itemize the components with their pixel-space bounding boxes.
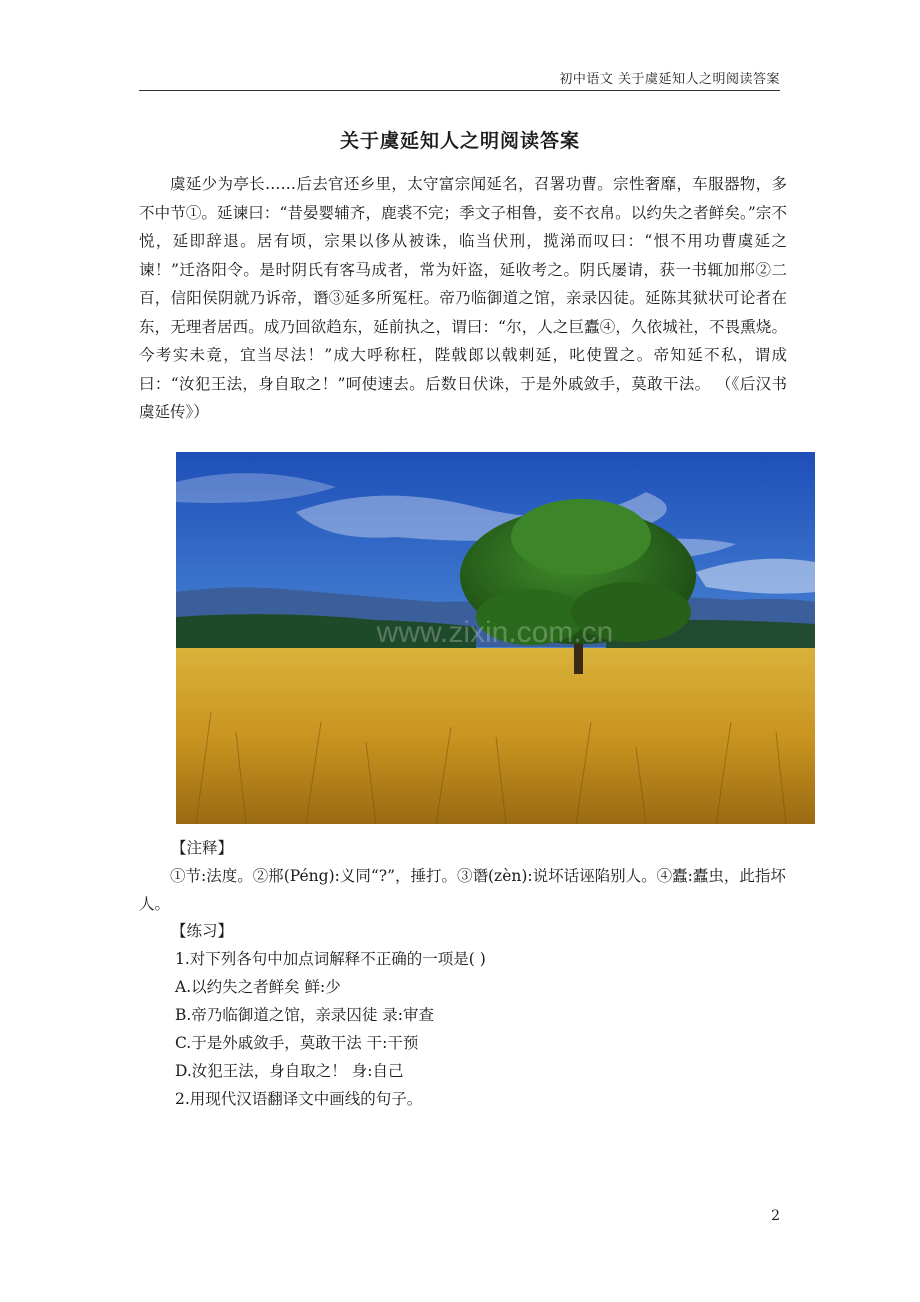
running-header: 初中语文 关于虞延知人之明阅读答案 [559, 72, 780, 87]
notes-heading: 【注释】 [171, 839, 234, 857]
question-2: 2.用现代汉语翻译文中画线的句子。 [175, 1090, 423, 1108]
exercises-section [139, 917, 787, 1113]
page-number: 2 [771, 1208, 780, 1224]
passage [139, 170, 787, 427]
watermark-text: www.zixin.com.cn [376, 616, 614, 649]
notes-section [139, 834, 787, 918]
landscape-photo [176, 452, 815, 824]
option-b: B.帝乃临御道之馆，亲录囚徒 录:审查 [175, 1006, 434, 1024]
page-title: 关于虞延知人之明阅读答案 [339, 130, 580, 152]
option-d: D.汝犯王法，身自取之！ 身:自己 [175, 1062, 404, 1080]
option-c: C.于是外戚敛手，莫敢干法 干:干预 [175, 1034, 419, 1052]
exercises-heading: 【练习】 [171, 922, 234, 940]
notes-text: ①节:法度。②郱(Péng):义同“?”，捶打。③谮(zèn):说坏话诬陷别人。④蠹:蠹虫，此指坏人。 [139, 867, 786, 913]
passage-paragraph: 虞延少为亭长……后去官还乡里，太守富宗闻延名，召署功曹。宗性奢靡，车服器物，多不中节①。延谏曰：“昔晏婴辅齐，鹿裘不完；季文子相鲁，妾不衣帛。以约失之者鲜矣。”宗不悦，延即辞退。居有顷，宗果以侈从被诛，临当伏刑，揽涕而叹曰：“恨不用功曹虞延之谏！”迁洛阳令。是时阴氏有客马成者，常为奸盗，延收考之。阴氏屡请，获一书辄加郱②二百，信阳侯阴就乃诉帝，谮③延多所冤枉。帝乃临御道之馆，亲录囚徒。延陈其狱状可论者在东，无理者居西。成乃回欲趋东，延前执之，谓曰：“尔，人之巨蠹④，久依城社，不畏熏烧。今考实未竟，宜当尽法！”成大呼称枉，陛戟郎以戟剌延，叱使置之。帝知延不私，谓成曰：“汝犯王法，身自取之！”呵使速去。后数日伏诛，于是外戚敛手，莫敢干法。 （《后汉书虞延传》） [139, 175, 787, 421]
option-a: A.以约失之者鲜矣 鲜:少 [175, 978, 341, 996]
question-1: 1.对下列各句中加点词解释不正确的一项是( ) [175, 950, 486, 968]
header-divider [139, 90, 780, 91]
